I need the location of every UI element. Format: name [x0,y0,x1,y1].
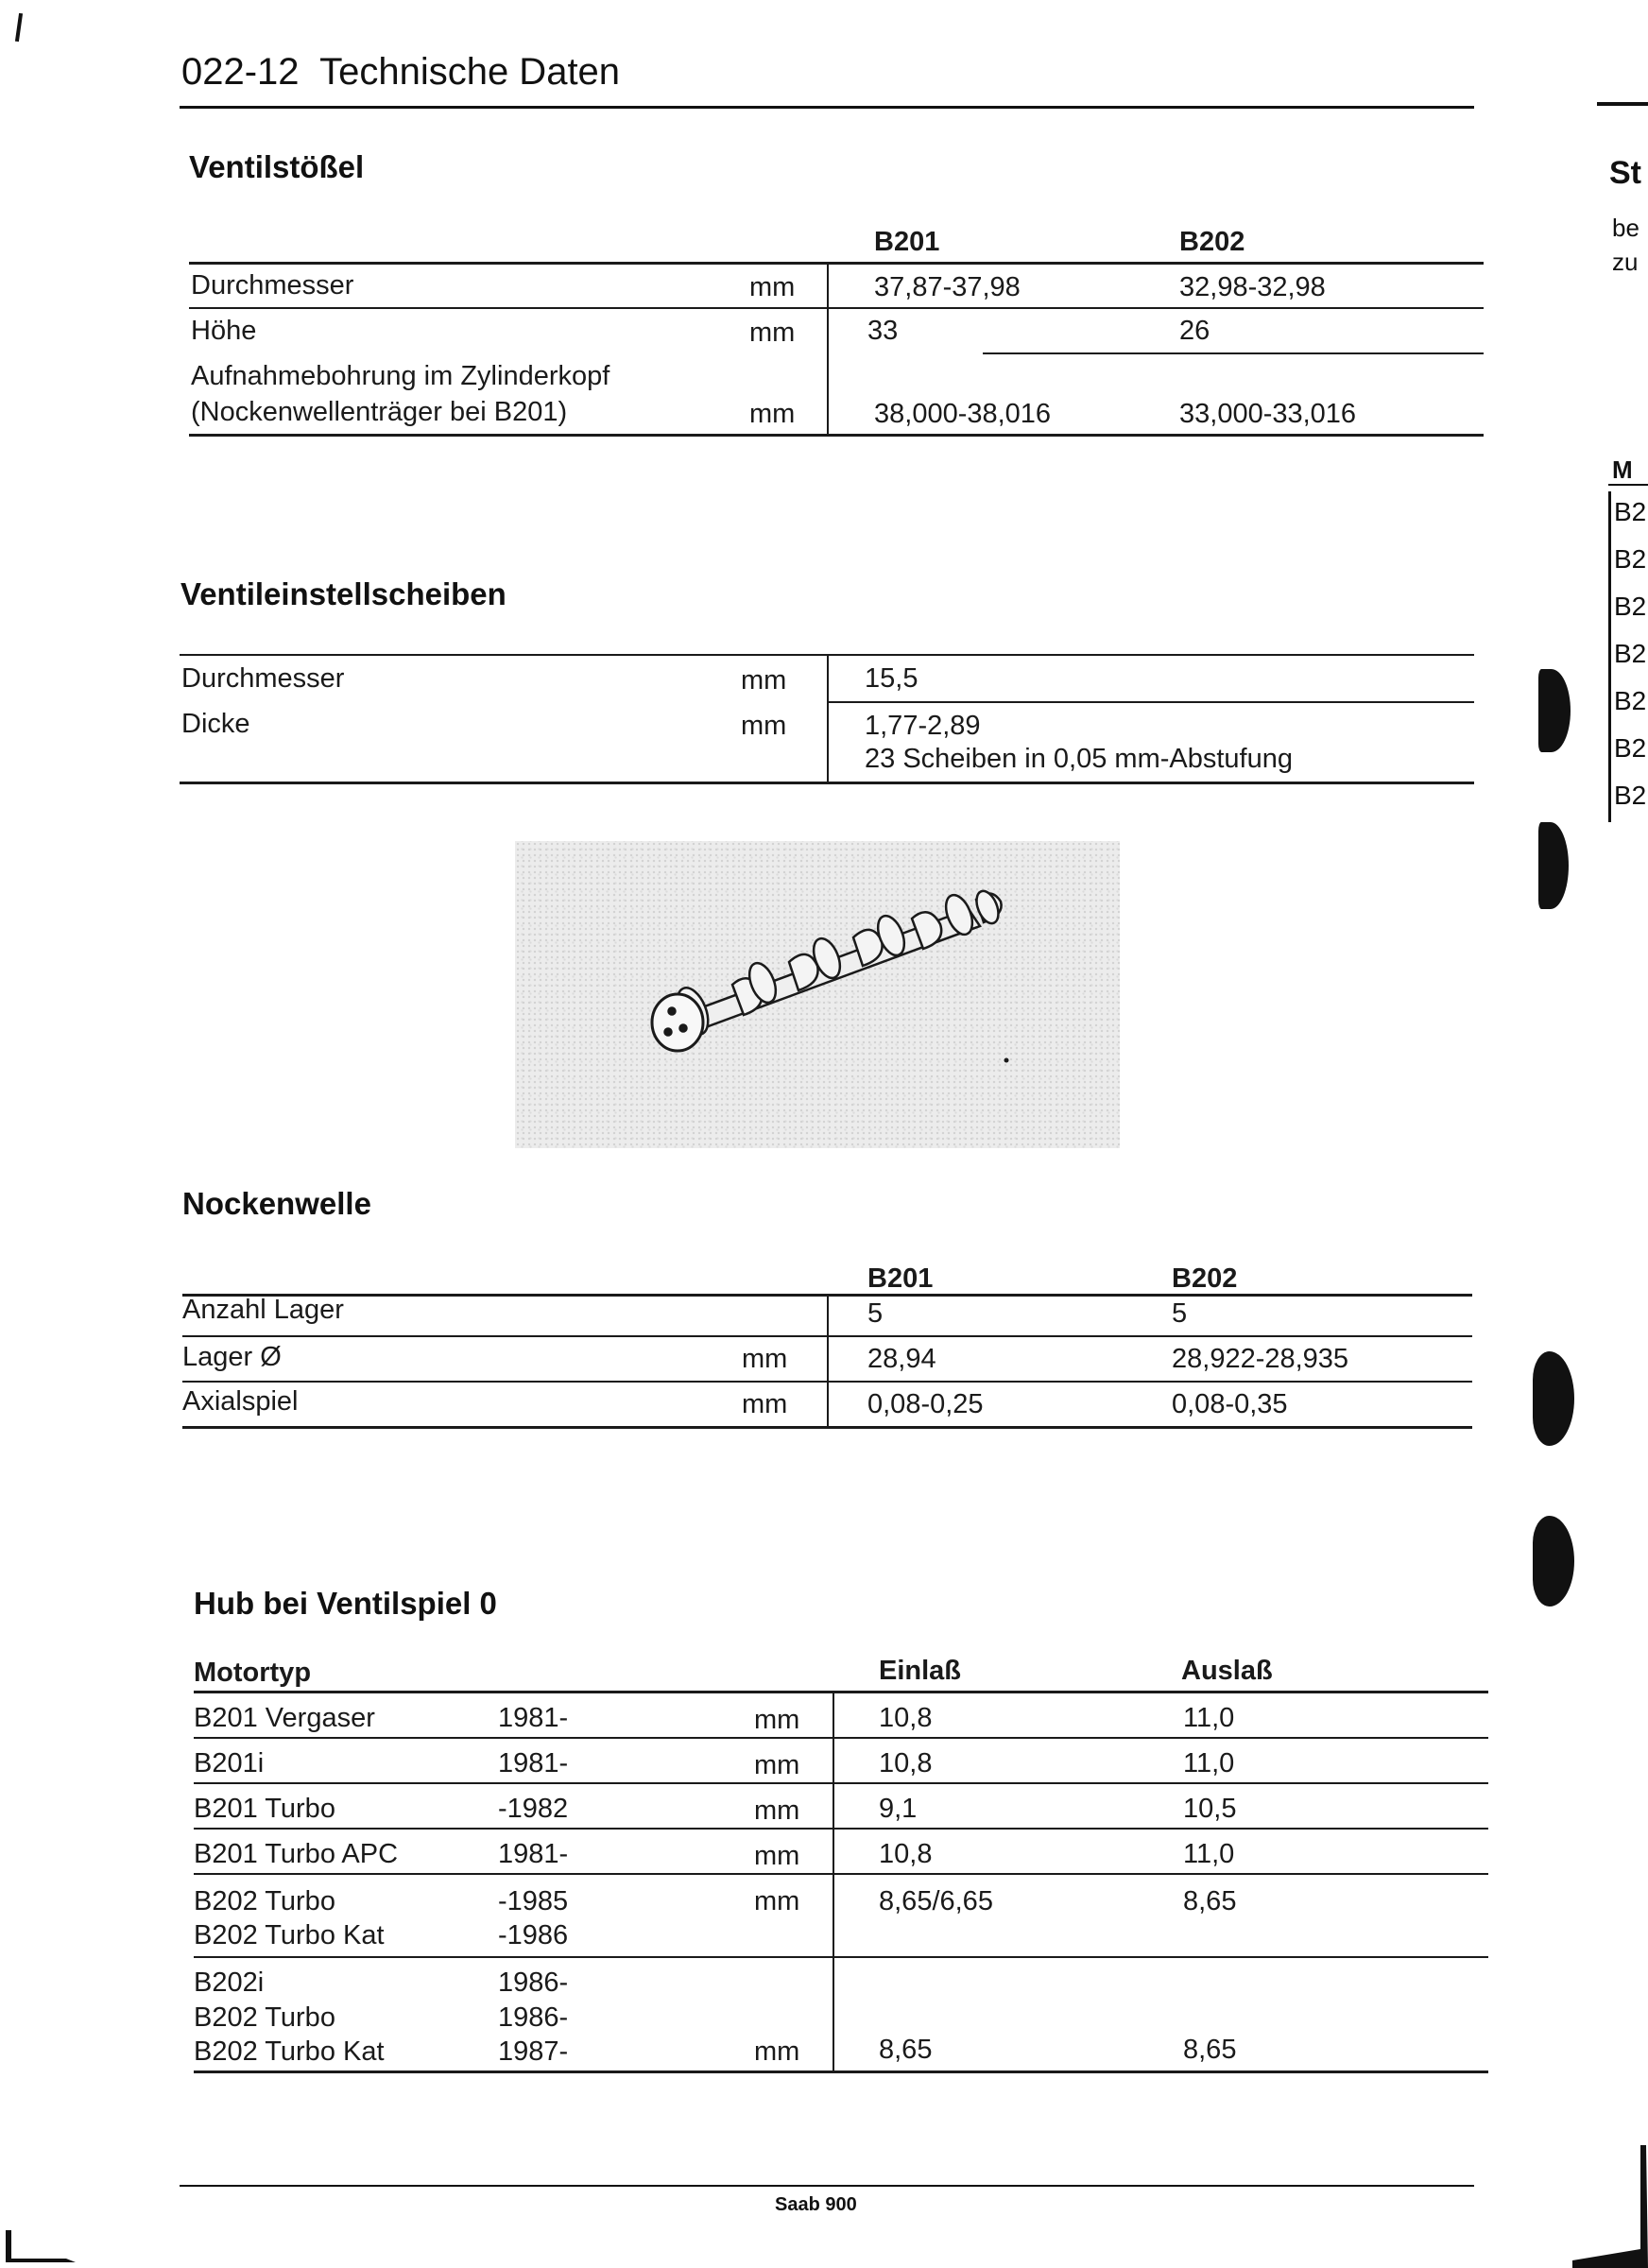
motor-type: B201 Turbo [194,1794,335,1824]
column-header-motortyp: Motortyp [194,1658,312,1688]
edge-text: B2 [1614,686,1647,715]
row-unit: mm [749,318,796,348]
row-label: Durchmesser [191,270,354,301]
row-unit: mm [754,1841,800,1871]
column-header-auslass: Auslaß [1181,1656,1273,1686]
row-unit: mm [754,1705,800,1735]
motor-year: 1981- [498,1839,569,1869]
edge-text: zu [1612,248,1639,276]
edge-text: be [1612,214,1639,242]
edge-text: M [1612,455,1633,484]
edge-text: B2 [1614,639,1647,668]
value-auslass: 11,0 [1183,1748,1235,1778]
motor-year: 1986- [498,1967,569,1998]
value-auslass: 8,65 [1183,2035,1237,2065]
edge-text: B2 [1614,497,1647,526]
edge-text: B2 [1614,733,1647,763]
motor-year: -1985 [498,1886,569,1916]
edge-text: B2 [1614,592,1647,621]
motor-type: B201 Vergaser [194,1703,375,1733]
edge-rule [1608,491,1611,822]
binder-hole-mark [1538,669,1571,752]
value-b201: 37,87-37,98 [874,272,1021,302]
row-unit: mm [754,1796,800,1826]
value-auslass: 11,0 [1183,1839,1235,1869]
table-rule [194,1956,1488,1958]
row-label-line1: Aufnahmebohrung im Zylinderkopf [191,361,610,391]
table-rule [983,352,1484,354]
value-auslass: 11,0 [1183,1703,1235,1733]
value-b202: 5 [1172,1298,1188,1329]
scan-mark [15,13,23,42]
row-unit: mm [742,1389,788,1419]
corner-bracket-icon [0,2230,104,2268]
column-header-b201: B201 [874,227,940,257]
table-rule [194,2070,1488,2073]
value-einlass: 10,8 [879,1839,933,1869]
table-rule [194,1737,1488,1739]
value-b202: 33,000-33,016 [1179,399,1357,429]
table-divider [827,1295,829,1427]
row-unit: mm [754,2036,800,2067]
column-header-b202: B202 [1172,1263,1238,1294]
binder-hole-mark [1533,1351,1574,1446]
motor-type: B201i [194,1748,265,1778]
value-einlass: 10,8 [879,1748,933,1778]
row-unit: mm [754,1750,800,1780]
row-unit: mm [742,1344,788,1374]
page-number: 022-12 [181,51,300,93]
edge-text: St [1609,155,1641,191]
table-rule [194,1691,1488,1693]
value-b202: 26 [1179,316,1210,346]
page-header [181,51,620,94]
table-rule [182,1426,1472,1429]
edge-rule [1608,484,1648,486]
column-header-b201: B201 [867,1263,934,1294]
motor-year: -1982 [498,1794,569,1824]
row-value-line1: 1,77-2,89 [865,711,981,741]
row-value: 15,5 [865,663,918,694]
value-auslass: 10,5 [1183,1794,1237,1824]
value-auslass: 8,65 [1183,1886,1237,1916]
motor-type: B201 Turbo APC [194,1839,399,1869]
motor-year: 1986- [498,2002,569,2033]
camshaft-illustration-icon [515,841,1120,1148]
row-label: Anzahl Lager [182,1295,344,1325]
row-unit: mm [749,399,796,429]
footer-text: Saab 900 [775,2194,857,2215]
value-b202: 32,98-32,98 [1179,272,1326,302]
value-b202: 28,922-28,935 [1172,1344,1349,1374]
row-label: Dicke [181,709,250,739]
value-einlass: 8,65 [879,2035,933,2065]
row-label-line2: (Nockenwellenträger bei B201) [191,397,568,427]
row-label: Axialspiel [182,1386,299,1417]
value-einlass: 9,1 [879,1794,918,1824]
row-label: Durchmesser [181,663,345,694]
table-rule [827,701,1474,703]
motor-year: 1981- [498,1703,569,1733]
section-title-ventileinstellscheiben: Ventileinstellscheiben [180,576,506,611]
motor-type: B202 Turbo [194,2002,335,2033]
section-title-nockenwelle: Nockenwelle [182,1186,371,1221]
table-rule [194,1782,1488,1784]
value-einlass: 10,8 [879,1703,933,1733]
value-b201: 33 [867,316,899,346]
edge-rule [1597,102,1648,106]
value-einlass: 8,65/6,65 [879,1886,993,1916]
row-label: Höhe [191,316,257,346]
table-divider [833,1692,834,2071]
row-value-line2: 23 Scheiben in 0,05 mm-Abstufung [865,744,1293,774]
section-title-hub: Hub bei Ventilspiel 0 [194,1586,497,1621]
row-unit: mm [741,711,787,741]
column-header-einlass: Einlaß [879,1656,962,1686]
binder-hole-mark [1533,1516,1574,1606]
motor-year: 1981- [498,1748,569,1778]
motor-type: B202 Turbo Kat [194,2036,385,2067]
table-rule [182,1381,1472,1383]
value-b201: 28,94 [867,1344,936,1374]
table-rule [182,1335,1472,1337]
table-rule [194,1828,1488,1830]
motor-type: B202 Turbo [194,1886,335,1916]
edge-text: B2 [1614,544,1647,574]
table-rule [180,782,1474,784]
table-rule [189,262,1484,265]
page-title: Technische Daten [319,51,621,93]
motor-year: -1986 [498,1920,569,1950]
edge-text: B2 [1614,781,1647,810]
section-title-ventilstoessel: Ventilstößel [189,149,365,184]
table-rule [189,307,1484,309]
binder-hole-mark [1538,822,1569,909]
table-divider [827,655,829,782]
corner-bracket-icon [1572,2126,1648,2268]
camshaft-figure [515,841,1120,1148]
row-unit: mm [741,665,787,696]
table-rule [189,434,1484,437]
table-divider [827,263,829,435]
motor-type: B202 Turbo Kat [194,1920,385,1950]
motor-type: B202i [194,1967,265,1998]
column-header-b202: B202 [1179,227,1245,257]
value-b201: 0,08-0,25 [867,1389,984,1419]
table-rule [194,1873,1488,1875]
row-unit: mm [749,272,796,302]
value-b201: 5 [867,1298,884,1329]
header-rule [180,106,1474,109]
value-b202: 0,08-0,35 [1172,1389,1288,1419]
row-label: Lager Ø [182,1342,282,1372]
value-b201: 38,000-38,016 [874,399,1052,429]
footer-rule [180,2185,1474,2187]
motor-year: 1987- [498,2036,569,2067]
row-unit: mm [754,1886,800,1916]
